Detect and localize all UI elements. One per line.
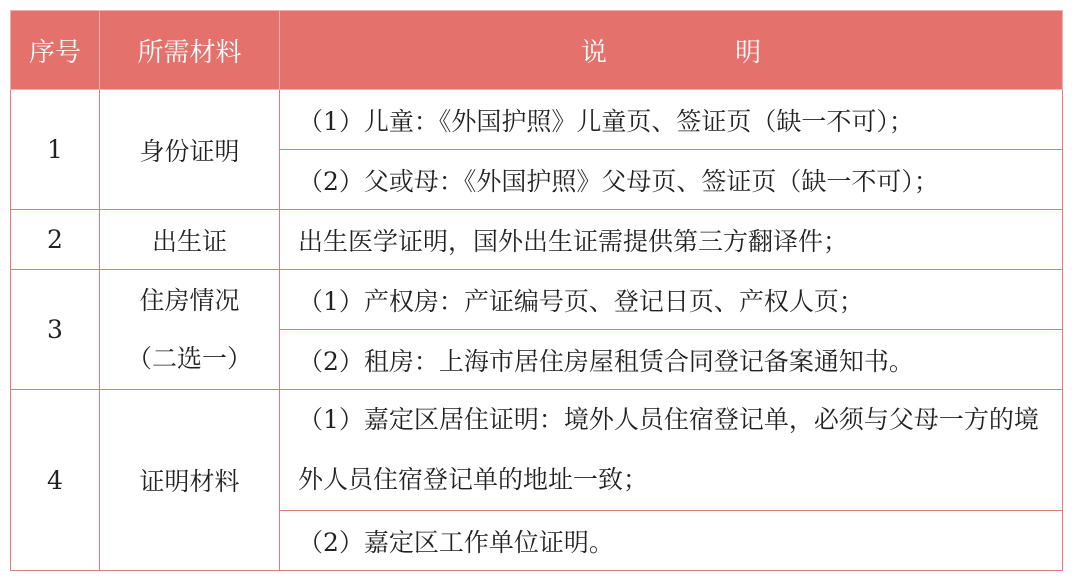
- header-index: 序号: [11, 11, 100, 90]
- table-row: [11, 270, 1063, 330]
- row-description-item: （1）儿童：《外国护照》儿童页、签证页（缺一不可）；: [280, 90, 1063, 150]
- row-index: 3: [11, 270, 100, 390]
- table-row: [11, 90, 1063, 150]
- row-index: 2: [11, 210, 100, 270]
- row-material-line: （二选一）: [126, 343, 252, 373]
- row-material: 出生证: [100, 210, 280, 270]
- requirements-table: [10, 10, 1063, 571]
- row-index: 4: [11, 390, 100, 571]
- row-description-item: 出生医学证明，国外出生证需提供第三方翻译件；: [280, 210, 1063, 270]
- header-description-text: 说 明: [580, 37, 822, 68]
- table-row: [11, 210, 1063, 270]
- row-description-item: （2）租房：上海市居住房屋租赁合同登记备案通知书。: [280, 330, 1063, 390]
- row-description-item: （2）父或母：《外国护照》父母页、签证页（缺一不可）；: [280, 150, 1063, 210]
- row-material-line: 住房情况: [139, 285, 240, 315]
- row-description-item: （2）嘉定区工作单位证明。: [280, 511, 1063, 571]
- row-description-item: （1）嘉定区居住证明：境外人员住宿登记单，必须与父母一方的境外人员住宿登记单的地址一致；: [280, 390, 1063, 511]
- header-material: 所需材料: [100, 11, 280, 90]
- row-index: 1: [11, 90, 100, 210]
- table-row: [11, 390, 1063, 511]
- table-header-row: [11, 11, 1063, 90]
- row-material: [100, 270, 280, 390]
- header-description: [280, 11, 1063, 90]
- row-material: 证明材料: [100, 390, 280, 571]
- row-material: 身份证明: [100, 90, 280, 210]
- row-description-item: （1）产权房：产证编号页、登记日页、产权人页；: [280, 270, 1063, 330]
